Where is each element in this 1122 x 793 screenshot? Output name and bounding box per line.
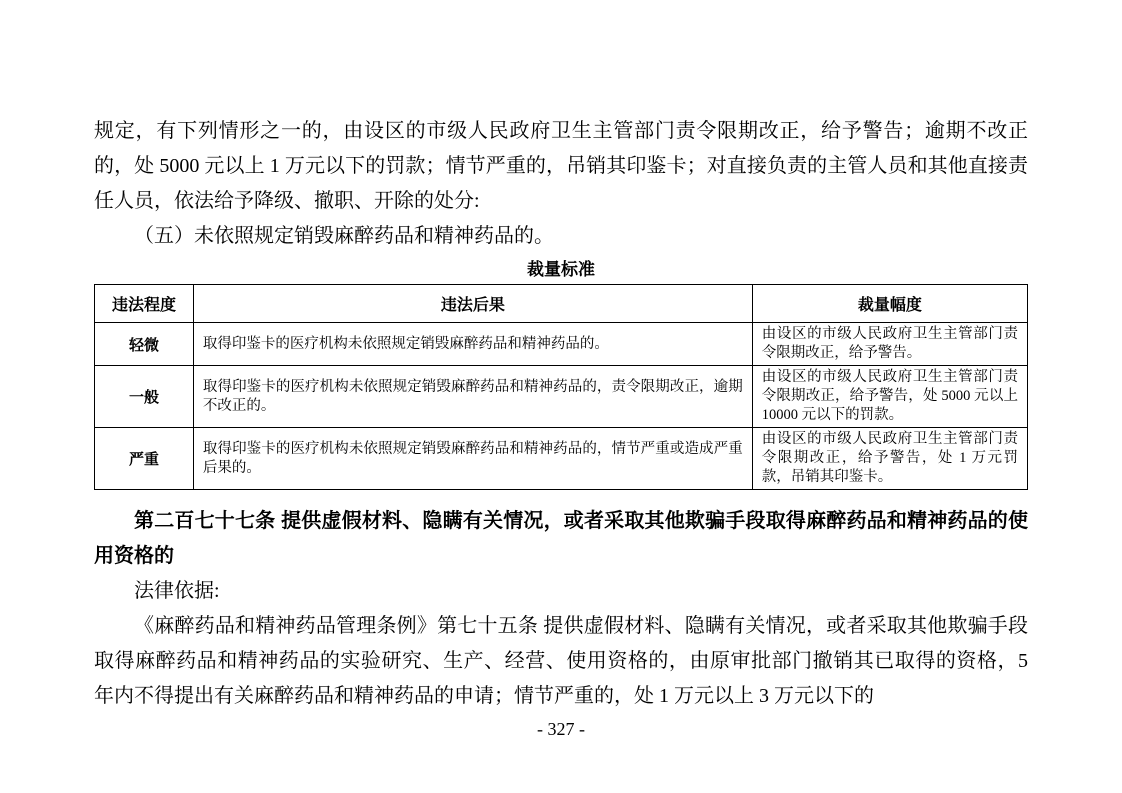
- table-header-row: [95, 285, 1028, 323]
- discretion-standard-table: [94, 284, 1028, 490]
- article-heading: 第二百七十七条 提供虚假材料、隐瞒有关情况，或者采取其他欺骗手段取得麻醉药品和精神药品的使用资格的: [94, 510, 1028, 567]
- header-consequence: 违法后果: [193, 285, 752, 323]
- consequence-cell: 取得印鉴卡的医疗机构未依照规定销毁麻醉药品和精神药品的，情节严重或造成严重后果的。: [193, 428, 752, 490]
- header-degree: 违法程度: [95, 285, 194, 323]
- range-cell: 由设区的市级人民政府卫生主管部门责令限期改正，给予警告，处 5000 元以上 10000 元以下的罚款。: [752, 366, 1027, 428]
- degree-cell: 严重: [95, 428, 194, 490]
- consequence-cell: 取得印鉴卡的医疗机构未依照规定销毁麻醉药品和精神药品的。: [193, 323, 752, 366]
- table-row: [95, 428, 1028, 490]
- legal-basis-paragraph: 《麻醉药品和精神药品管理条例》第七十五条 提供虚假材料、隐瞒有关情况，或者采取其他欺骗手段取得麻醉药品和精神药品的实验研究、生产、经营、使用资格的，由原审批部门撤销其已取得的资格，5 年内不得提出有关麻醉药品和精神药品的申请；情节严重的，处 1 万元以上 3 万元以下的: [94, 615, 1028, 707]
- header-range: 裁量幅度: [752, 285, 1027, 323]
- degree-cell: 一般: [95, 366, 194, 428]
- intro-item-five: （五）未依照规定销毁麻醉药品和精神药品的。: [134, 225, 554, 247]
- degree-cell: 轻微: [95, 323, 194, 366]
- table-row: [95, 366, 1028, 428]
- table-title: 裁量标准: [527, 260, 595, 279]
- page-content: [94, 114, 1028, 714]
- range-cell: 由设区的市级人民政府卫生主管部门责令限期改正，给予警告，处 1 万元罚款，吊销其印鉴卡。: [752, 428, 1027, 490]
- range-cell: 由设区的市级人民政府卫生主管部门责令限期改正，给予警告。: [752, 323, 1027, 366]
- consequence-cell: 取得印鉴卡的医疗机构未依照规定销毁麻醉药品和精神药品的，责令限期改正，逾期不改正的。: [193, 366, 752, 428]
- page-number: - 327 -: [537, 719, 585, 739]
- legal-basis-label: 法律依据:: [134, 580, 220, 602]
- intro-paragraph: 规定，有下列情形之一的，由设区的市级人民政府卫生主管部门责令限期改正，给予警告；逾期不改正的，处 5000 元以上 1 万元以下的罚款；情节严重的，吊销其印鉴卡；对直接负责的主管人员和其他直接责任人员，依法给予降级、撤职、开除的处分:: [94, 120, 1028, 212]
- table-row: [95, 323, 1028, 366]
